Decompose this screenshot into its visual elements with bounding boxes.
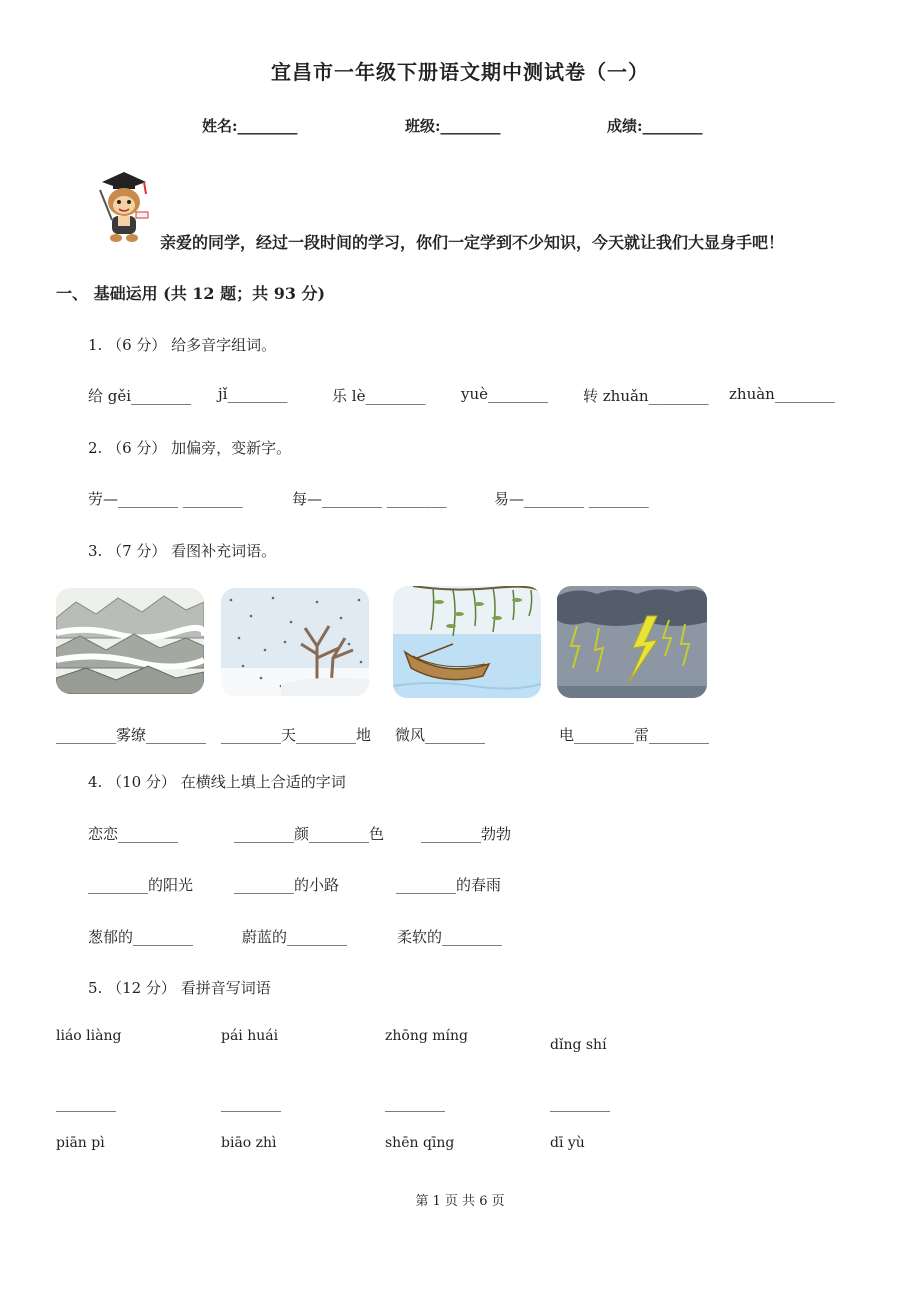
q1-item: 给 gěi________ — [88, 387, 192, 405]
q4-item: 葱郁的________ — [88, 928, 194, 946]
pinyin-prompt: dī yù — [550, 1135, 585, 1151]
q1-item: zhuàn________ — [729, 385, 835, 403]
pinyin-prompt: shēn qīng — [385, 1135, 455, 1151]
q4-item: ________的阳光 — [88, 876, 194, 894]
q1-item: jǐ________ — [218, 385, 288, 403]
q4-item: ________勃勃 — [421, 825, 512, 843]
q4-item: ________的春雨 — [396, 876, 502, 894]
q1-item: 乐 lè________ — [332, 387, 426, 405]
name-field: 姓名:________ — [202, 117, 298, 135]
page-title: 宜昌市一年级下册语文期中测试卷（一） — [271, 60, 649, 84]
q2-item: 易—________ ________ — [494, 490, 649, 508]
score-field: 成绩:________ — [607, 117, 703, 135]
q4-item: 恋恋________ — [88, 825, 179, 843]
q1-item: yuè________ — [461, 385, 549, 403]
pinyin-prompt: piān pì — [56, 1135, 105, 1151]
thunderstorm-picture — [557, 586, 707, 698]
question-1-title: 1. （6 分） 给多音字组词。 — [88, 336, 277, 354]
q3-item: 微风________ — [395, 726, 486, 744]
class-field: 班级:________ — [405, 117, 501, 135]
pinyin-prompt: liáo liàng — [56, 1028, 122, 1044]
question-2-title: 2. （6 分） 加偏旁，变新字。 — [88, 439, 292, 457]
q3-item: ________天________地 — [221, 726, 372, 744]
q2-item: 劳—________ ________ — [88, 490, 243, 508]
mist-mountains-picture — [56, 588, 204, 694]
pinyin-prompt: dǐng shí — [550, 1037, 607, 1053]
q1-item: 转 zhuǎn________ — [583, 387, 709, 405]
pinyin-prompt: pái huái — [221, 1028, 279, 1044]
q3-item: 电________雷________ — [559, 726, 710, 744]
pinyin-prompt: biāo zhì — [221, 1135, 277, 1151]
answer-blank: ________ — [221, 1094, 281, 1112]
q4-item: ________颜________色 — [234, 825, 385, 843]
q4-item: 蔚蓝的________ — [242, 928, 348, 946]
monkey-mascot-icon — [88, 168, 154, 248]
q4-item: 柔软的________ — [397, 928, 503, 946]
q2-item: 每—________ ________ — [292, 490, 447, 508]
page-footer: 第 1 页 共 6 页 — [415, 1194, 505, 1209]
intro-text: 亲爱的同学，经过一段时间的学习，你们一定学到不少知识，今天就让我们大显身手吧！ — [160, 233, 785, 252]
boat-willow-picture — [393, 586, 541, 698]
question-4-title: 4. （10 分） 在横线上填上合适的字词 — [88, 773, 346, 791]
answer-blank: ________ — [56, 1094, 116, 1112]
q3-item: ________雾缭________ — [56, 726, 207, 744]
answer-blank: ________ — [550, 1094, 610, 1112]
section-heading: 一、 基础运用 (共 12 题；共 93 分) — [56, 284, 326, 303]
question-5-title: 5. （12 分） 看拼音写词语 — [88, 979, 271, 997]
answer-blank: ________ — [385, 1094, 445, 1112]
question-3-title: 3. （7 分） 看图补充词语。 — [88, 542, 277, 560]
snow-tree-picture — [221, 588, 369, 696]
pinyin-prompt: zhōng míng — [385, 1028, 468, 1044]
q4-item: ________的小路 — [234, 876, 340, 894]
